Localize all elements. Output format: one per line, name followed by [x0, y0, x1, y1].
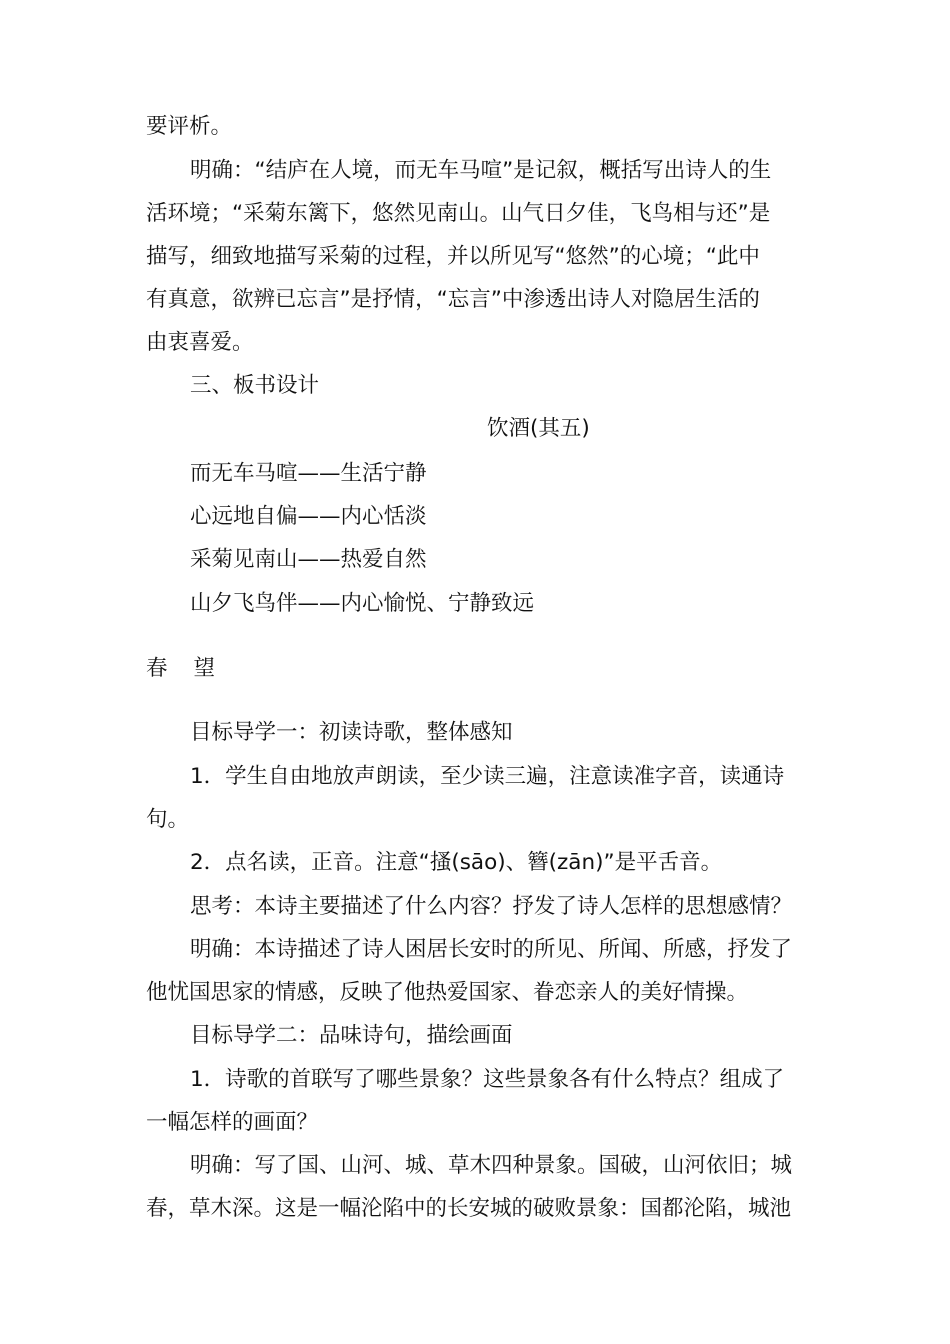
section-heading: 三、板书设计 — [190, 373, 320, 398]
text-line: 他忧国思家的情感，反映了他热爱国家、眷恋亲人的美好情操。 — [146, 980, 749, 1005]
text-line: 由衷喜爱。 — [146, 330, 254, 355]
board-line: 采菊见南山——热爱自然 — [190, 547, 427, 572]
text-line: 要评析。 — [146, 114, 233, 139]
text-line: 描写，细致地描写采菊的过程，并以所见写“悠然”的心境；“此中 — [146, 244, 760, 269]
text-line: 目标导学二：品味诗句，描绘画面 — [190, 1023, 513, 1048]
lesson-title: 春望 — [146, 656, 242, 681]
board-line: 山夕飞鸟伴——内心愉悦、宁静致远 — [190, 591, 535, 616]
poem-title: 饮酒(其五) — [487, 416, 590, 441]
text-line: 句。 — [146, 807, 190, 832]
text-line: 思考：本诗主要描述了什么内容？抒发了诗人怎样的思想感情？ — [190, 894, 793, 919]
board-line: 心远地自偏——内心恬淡 — [190, 504, 427, 529]
text-line: 1．诗歌的首联写了哪些景象？这些景象各有什么特点？组成了 — [190, 1067, 785, 1092]
board-line: 而无车马喧——生活宁静 — [190, 461, 427, 486]
text-line: 明确：本诗描述了诗人困居长安时的所见、所闻、所感，抒发了 — [190, 937, 793, 962]
text-line: 活环境；“采菊东篱下，悠然见南山。山气日夕佳，飞鸟相与还”是 — [146, 201, 771, 226]
text-line: 目标导学一：初读诗歌，整体感知 — [190, 720, 513, 745]
text-line: 2．点名读，正音。注意“搔(sāo)、簪(zān)”是平舌音。 — [190, 850, 723, 875]
text-line: 有真意，欲辨已忘言”是抒情，“忘言”中渗透出诗人对隐居生活的 — [146, 287, 760, 312]
text-line: 一幅怎样的画面？ — [146, 1110, 319, 1135]
text-line: 春，草木深。这是一幅沦陷中的长安城的破败景象：国都沦陷，城池 — [146, 1196, 792, 1221]
text-line: 明确：写了国、山河、城、草木四种景象。国破，山河依旧；城 — [190, 1153, 793, 1178]
text-line: 1．学生自由地放声朗读，至少读三遍，注意读准字音，读通诗 — [190, 764, 785, 789]
text-line: 明确：“结庐在人境，而无车马喧”是记叙，概括写出诗人的生 — [190, 158, 772, 183]
